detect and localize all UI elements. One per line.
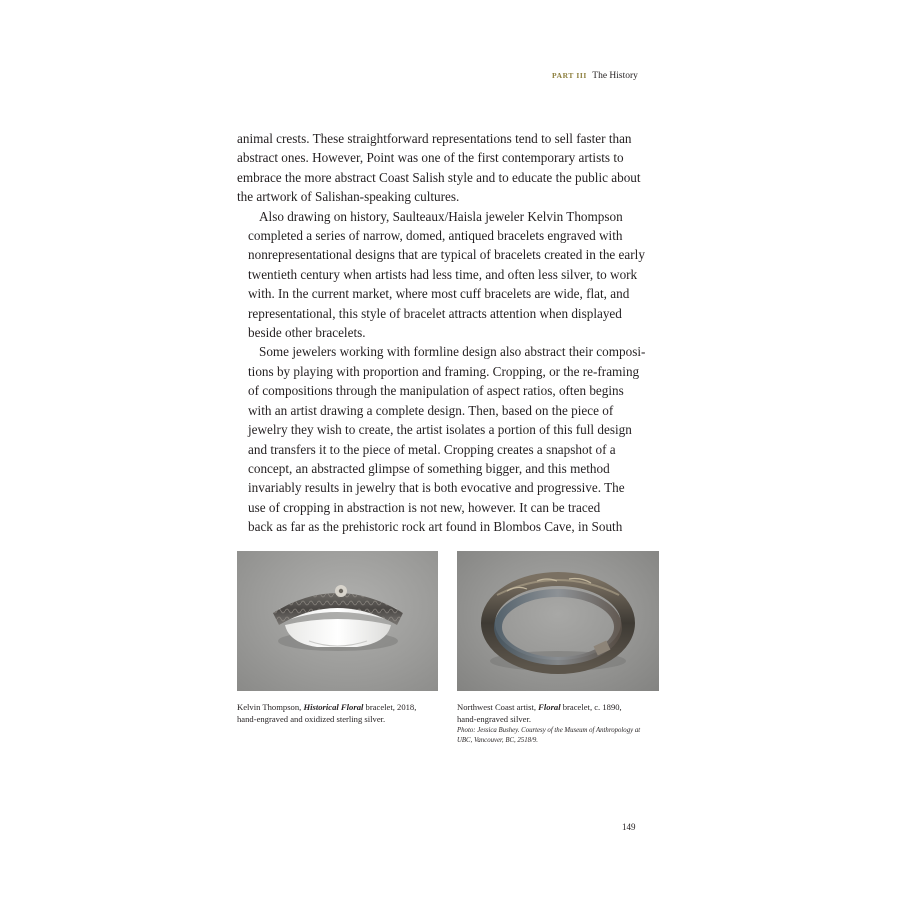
photo-credit [457,726,659,746]
text-line: beside other bracelets. [248,325,366,341]
caption-materials: hand-engraved silver. [457,714,531,724]
text-line: abstract ones. However, Point was one of the first contemporary artists to [237,150,624,166]
text-line: nonrepresentational designs that are typical of bracelets created in the early [248,247,645,263]
text-line: use of cropping in abstraction is not new, however. It can be traced [248,499,601,515]
caption-left [237,701,438,725]
text-line: completed a series of narrow, domed, antiqued bracelets engraved with [248,228,623,244]
text-line: with. In the current market, where most cuff bracelets are wide, flat, and [248,286,630,302]
paragraph-1 [237,129,660,207]
text-line: Also drawing on history, Saulteaux/Haisla jeweler Kelvin Thompson [259,208,623,224]
text-line: embrace the more abstract Coast Salish style and to educate the public about [237,169,641,185]
credit-line: Photo: Jessica Bushey. Courtesy of the Museum of Anthropology at [457,727,641,734]
paragraph-2 [237,207,660,343]
text-line: twentieth century when artists had less time, and often less silver, to work [248,266,638,282]
figure-left [237,551,438,725]
bracelet-photo-right [457,551,659,691]
caption-artist: Kelvin Thompson, [237,702,304,712]
section-title: The History [592,71,638,81]
text-line: with an artist drawing a complete design. Then, based on the piece of [248,402,614,418]
paragraph-3 [237,342,660,536]
caption-materials: hand-engraved and oxidized sterling silver. [237,714,386,724]
cuff-bracelet-illustration [237,551,438,691]
text-line: concept, an abstracted glimpse of something bigger, and this method [248,460,610,476]
bracelet-photo-left [237,551,438,691]
text-line: representational, this style of bracelet attracts attention when displayed [248,305,622,321]
caption-title: Floral [538,702,561,712]
text-line: jewelry they wish to create, the artist isolates a portion of this full design [248,422,632,438]
caption-artist: Northwest Coast artist, [457,702,539,712]
text-line: back as far as the prehistoric rock art found in Blombos Cave, in South [248,519,623,535]
figure-right [457,551,659,746]
text-line: animal crests. These straightforward representations tend to sell faster than [237,131,632,146]
caption-right [457,701,659,746]
text-line: and transfers it to the piece of metal. Cropping creates a snapshot of a [248,441,616,457]
text-line: invariably results in jewelry that is both evocative and progressive. The [248,480,625,496]
text-line: of compositions through the manipulation of aspect ratios, often begins [248,383,624,399]
text-line: the artwork of Salishan-speaking cultures. [237,189,460,205]
credit-line: UBC, Vancouver, BC, 2518/9. [457,737,538,744]
running-head [552,71,642,81]
part-label: PART III [552,71,587,80]
caption-detail: bracelet, c. 1890, [560,702,622,712]
page-number: 149 [622,822,636,832]
caption-detail: bracelet, 2018, [363,702,417,712]
caption-title: Historical Floral [303,702,364,712]
text-line: tions by playing with proportion and framing. Cropping, or the re-framing [248,363,640,379]
body-text [237,129,660,537]
text-line: Some jewelers working with formline design also abstract their composi- [259,344,646,360]
bangle-bracelet-illustration [457,551,659,691]
